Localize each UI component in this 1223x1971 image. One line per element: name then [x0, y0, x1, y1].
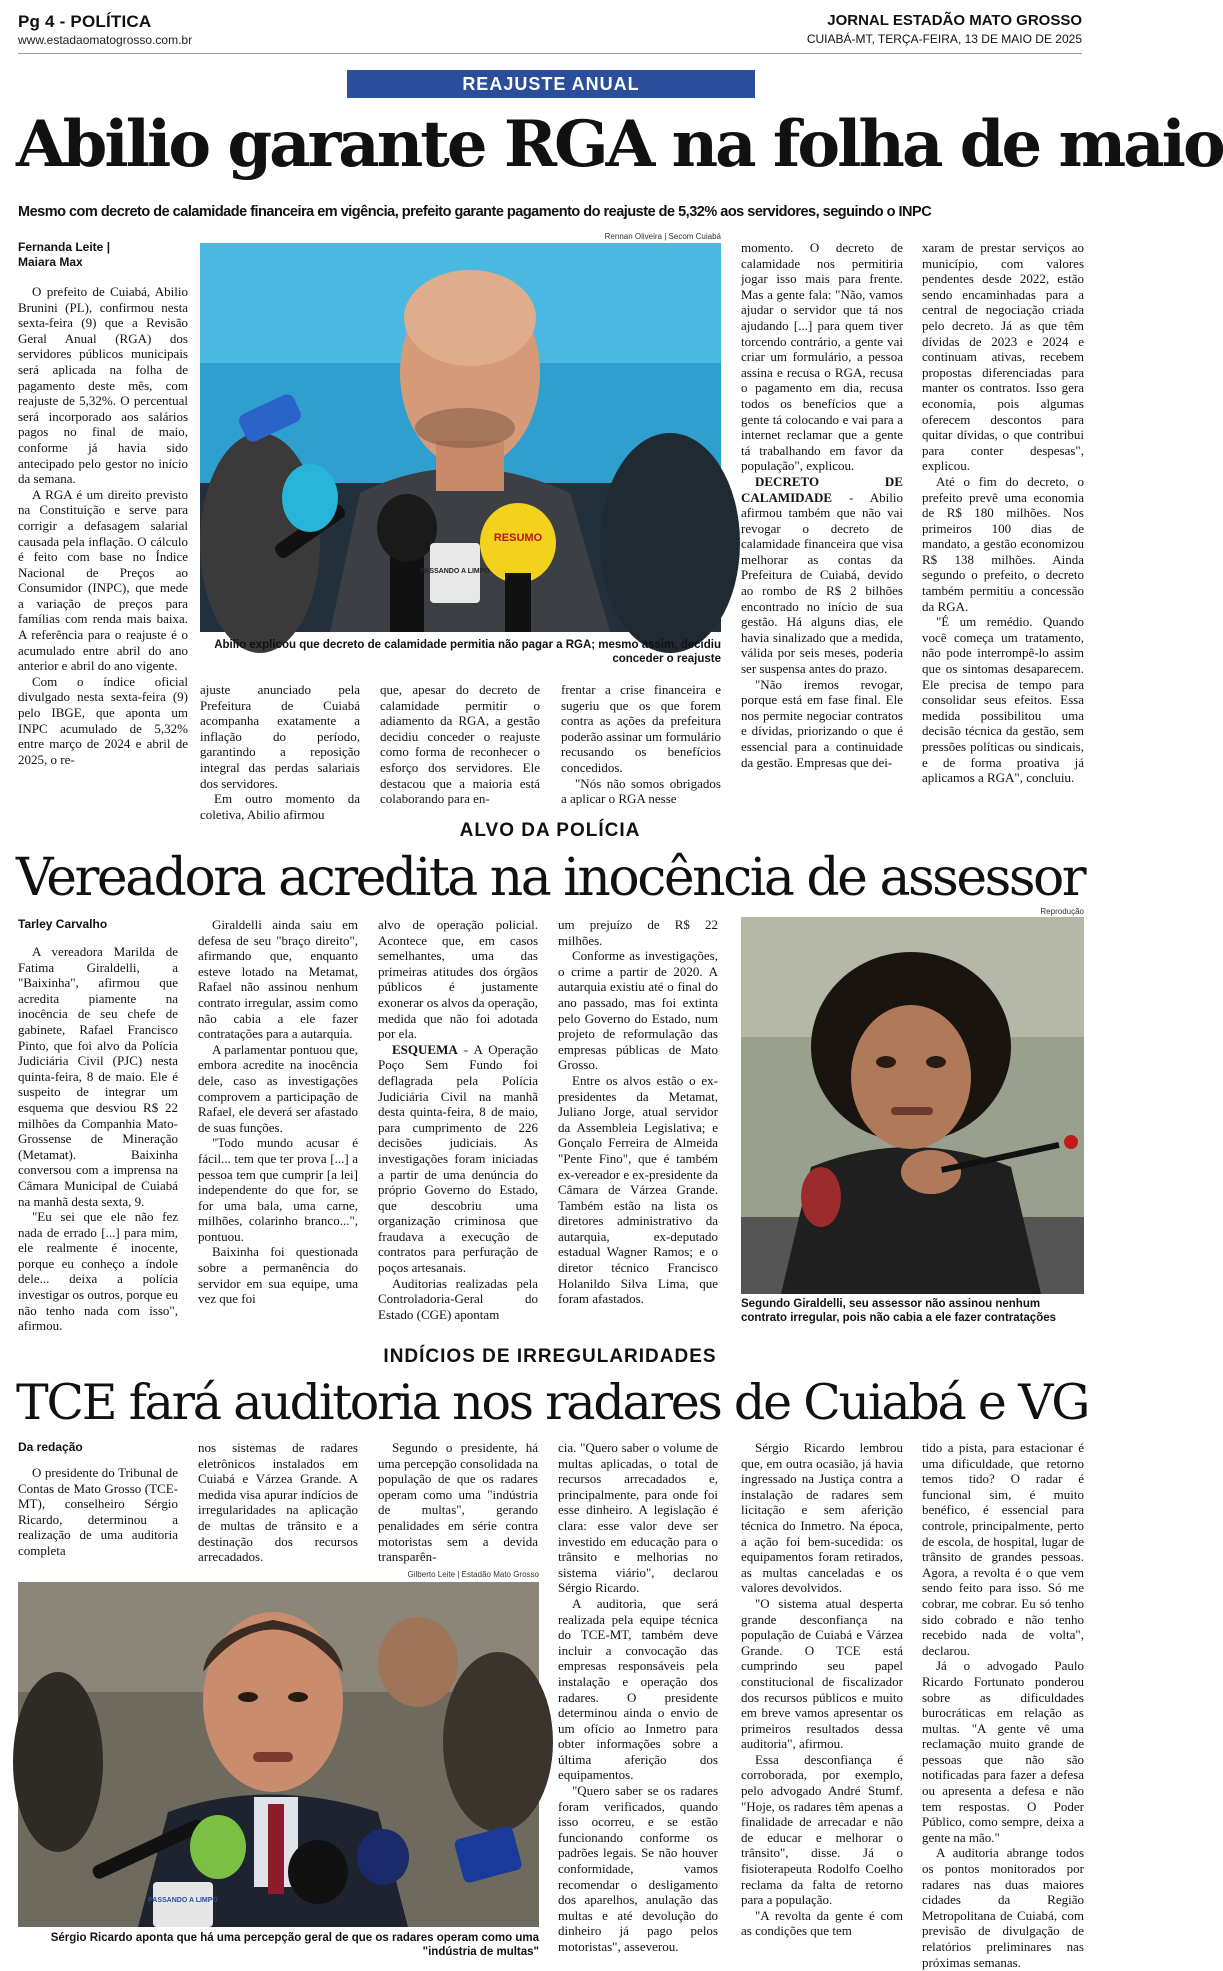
- story3-col5-p1: Sérgio Ricardo lembrou que, em outra ocasião, já havia ingressado na Justiça contra a instalação de radares sem licitação e sem aferição técnica do Inmetro. Na época, a ação foi bem-sucedida: os equipamentos foram retirados, as multas canceladas e os valores devolvidos.: [741, 1440, 903, 1596]
- story1-col4: [561, 682, 721, 807]
- page-label: Pg 4 - POLÍTICA: [18, 12, 152, 31]
- story1-col5: [741, 240, 903, 807]
- story2-photo-credit: Reprodução: [1040, 907, 1084, 916]
- story3-col3-p1: Segundo o presidente, há uma percepção consolidada na população de que os radares operam como uma "indústria de multas", gerando penalidades em série contra motoristas sem a devida transparên-: [378, 1440, 538, 1565]
- story3-col6-p1: tido a pista, para estacionar é uma dificuldade, que retorno temos tido? O radar é funcional sim, é muito benéfico, é essencial para controle, principalmente, perto de escola, de hospital, lugar de trânsito de grandes pessoas. Agora, a revolta é o que vem sendo feito para isso. Só me cobrar, me cobrar. Eu só tenho sido cobrado e não tenho recebido nada de volta", declarou.: [922, 1440, 1084, 1658]
- story1-col6-p1: xaram de prestar serviços ao município, com valores pendentes desde 2022, estão sendo encaminhadas para a central de negociação criada pelo decreto. Já as que têm dívidas de 2023 e 2024 e continuam ativas, recebem propostas diferenciadas para manter os contratos. Isso gera economia, pois algumas oferecem descontos para quitar dívidas, o que contribui para conter despesas", explicou.: [922, 240, 1084, 474]
- story1-col2-text: ajuste anunciado pela Prefeitura de Cuiabá acompanha exatamente a inflação do período, garantindo a reposição integral das perdas salariais dos servidores.: [200, 682, 360, 791]
- story1-col3: [380, 682, 540, 807]
- story3-byline: Da redação: [18, 1440, 83, 1454]
- story1-photo: [200, 243, 721, 632]
- story3-col5-p2: "O sistema atual desperta grande desconfiança na população de Cuiabá e Várzea Grande. O TCE está cumprindo seu papel constitucional de fiscalizador dos recursos públicos e muito em breve vamos apresentar os primeiros resultados dessa auditoria", afirmou.: [741, 1595, 903, 1752]
- story1-mic1-text: RESUMO: [493, 532, 543, 544]
- story2-kicker: ALVO DA POLÍCIA: [459, 820, 641, 841]
- story2-col3-lead: ESQUEMA: [392, 1041, 458, 1057]
- story2-headline: Vereadora acredita na inocência de assessor: [16, 848, 1085, 908]
- story1-col1-p1: O prefeito de Cuiabá, Abilio Brunini (PL), confirmou nesta sexta-feira (9) que a Revisão Geral Anual (RGA) dos servidores públicos municipais será aplicada na folha de pagamento deste mês, com reajuste de 5,32%. O percentual será incorporado aos salários pagos no final de maio, conforme já havia sido antecipado pelo gestor no início da semana.: [18, 284, 188, 487]
- story1-subhead: Mesmo com decreto de calamidade financeira em vigência, prefeito garante pagamento do reajuste de 5,32% aos servidores, seguindo o INPC: [18, 204, 932, 220]
- story3-photo-caption: Sérgio Ricardo aponta que há uma percepção geral de que os radares operam como uma "indústria de multas": [50, 1932, 539, 1958]
- header-rule: [18, 53, 1082, 54]
- story3-col6: [922, 1440, 1084, 1970]
- story2-col1: [18, 944, 178, 1334]
- story3-col5: [741, 1440, 903, 1960]
- story2-col1-p1: A vereadora Marilda de Fatima Giraldelli, a "Baixinha", afirmou que acredita piamente na inocência de seu chefe de gabinete, Rafael Francisco Pinto, que foi alvo da Polícia Judiciária Civil (PJC) nesta quinta-feira, 8 de maio. Ele é suspeito de integrar um esquema que desviou R$ 22 milhões da Companhia Mato-Grossense de Mineração (Metamat). Baixinha conversou com a imprensa na Câmara Municipal de Cuiabá na manhã desta sexta, 9.: [18, 944, 178, 1209]
- story1-col6: [922, 240, 1084, 807]
- story1-col5-p3: "Não iremos revogar, porque está em fase final. Ele nos permite negociar contratos e dívidas, priorizando o que é essencial para a continuidade da gestão. Empresas que dei-: [741, 676, 903, 770]
- story2-photo-caption: Segundo Giraldelli, seu assessor não assinou nenhum contrato irregular, pois não cabia a ele fazer contratações: [741, 1298, 1057, 1324]
- story3-col4-p2: A auditoria, que será realizada pela equipe técnica do TCE-MT, também deve incluir a convocação das empresas responsáveis pela instalação e operação dos radares. O presidente determinou ainda o envio de um ofício ao Inmetro para obter informações sobre a última aferição dos equipamentos.: [558, 1595, 718, 1783]
- story1-col5-p1: momento. O decreto de calamidade nos permitiria jogar isso mais para frente. Mas a gente fala: "Não, vamos ajudar o servidor que tá nos ajudando [...] para quem tiver torcendo contrário, a gente vai criar um formulário, a pessoa assina e recusa o RGA, recusa o pagamento em dia, recusa todos os benefícios que a gente tá colocando e vai para a internet reclamar que a gente tá trabalhando em favor da população", explicou.: [741, 240, 903, 474]
- story2-col2-p4: Baixinha foi questionada sobre a permanência do servidor em sua equipe, uma vez que foi: [198, 1244, 358, 1307]
- story3-col5-p3: Essa desconfiança é corroborada, por exemplo, pelo advogado André Stumf. "Hoje, os radares têm apenas a finalidade de arrecadar e não de educar e melhorar o trânsito", disse. Já o fisioterapeuta Rodolfo Coelho reclama da falta de retorno para a população.: [741, 1751, 903, 1908]
- story2-col2-p1: Giraldelli ainda saiu em defesa de seu "braço direito", afirmando que, enquanto esteve lotado na Metamat, Rafael não assinou nenhum contrato irregular, assim como não cabia a ele fazer contratações para a autarquia.: [198, 917, 358, 1042]
- story3-col4-p3: "Quero saber se os radares foram verificados, quando isso ocorreu, e se estão funcionando conforme os padrões legais. Se não houver conformidade, vamos recomendar o desligamento dos aparelhos, anulação das multas e até devolução do dinheiro já pago pelos motoristas", asseverou.: [558, 1783, 718, 1954]
- story2-col2: [198, 917, 358, 1334]
- story3-col6-p2: Já o advogado Paulo Ricardo Fortunato ponderou sobre as dificuldades burocráticas em relação as multas. "A gente vê uma reclamação muito grande de pessoas que não são notificadas para fazer a defesa ou apresenta a defesa e não tem respostas. O Poder Público, como sempre, deixa a gente na mão.": [922, 1658, 1084, 1845]
- story1-col3-text: que, apesar do decreto de calamidade permitir o adiamento da RGA, a gestão decidiu conceder o reajuste como forma de reconhecer o esforço dos servidores. Ele destacou que a maioria está colaborando para en-: [380, 682, 540, 807]
- story1-byline-1: Fernanda Leite |: [18, 240, 111, 254]
- story1-col1-p3: Com o índice oficial divulgado nesta sexta-feira (9) pelo IBGE, que aponta um INPC acumulado de 5,32% entre março de 2024 e abril de 2025, o re-: [18, 673, 188, 767]
- story1-col4-text: frentar a crise financeira e sugeriu que os que forem contra as ações da prefeitura poderão assinar um formulário recusando os benefícios concedidos.: [561, 682, 721, 775]
- story2-photo-art: [741, 917, 1084, 1294]
- story1-headline: Abilio garante RGA na folha de maio: [16, 107, 1223, 182]
- story3-col2-p1: nos sistemas de radares eletrônicos instalados em Cuiabá e Várzea Grande. A medida visa apurar indícios de irregularidades na aplicação de multas de trânsito e a destinação dos recursos arrecadados.: [198, 1440, 358, 1565]
- story1-col6-p2: Até o fim do decreto, o prefeito prevê uma economia de R$ 180 milhões. Nos primeiros 100 dias de mandato, a gestão economizou R$ 138 milhões. Ainda segundo o prefeito, o decreto também permitiu a concessão da RGA.: [922, 473, 1084, 614]
- story2-col4-p2: Conforme as investigações, o crime a partir de 2020. A autarquia existiu até o final do ano passado, mas foi extinta pelo Governo do Estado, num projeto de reformulação das empresas públicas de Mato Grosso.: [558, 948, 718, 1073]
- story2-col3: [378, 917, 538, 1334]
- story3-photo-art: [18, 1582, 539, 1927]
- story3-col1-p1: O presidente do Tribunal de Contas de Mato Grosso (TCE-MT), conselheiro Sérgio Ricardo, determinou a realização de uma auditoria completa: [18, 1465, 178, 1558]
- story1-mic2-text: PASSANDO A LIMPO: [420, 568, 490, 575]
- story3-headline: TCE fará auditoria nos radares de Cuiabá e VG: [16, 1374, 1089, 1431]
- story3-col2: [198, 1440, 358, 1575]
- story2-photo: [741, 917, 1084, 1294]
- story3-photo: [18, 1582, 539, 1927]
- story3-mic-text: PASSANDO A LIMPO: [148, 1897, 218, 1904]
- story1-photo-credit: Rennan Oliveira | Secom Cuiabá: [604, 232, 721, 241]
- story1-col2-text2: Em outro momento da coletiva, Abilio afirmou: [200, 791, 360, 822]
- story1-photo-art: [200, 243, 721, 632]
- story2-col1-p2: "Eu sei que ele não fez nada de errado [...] para mim, ele realmente é inocente, porque eu conheço a índole dele... deixa a polícia investigar os outros, porque eu não tenho nada com isso", afirmou.: [18, 1209, 178, 1334]
- story3-col5-p4: "A revolta da gente é com as condições que tem: [741, 1907, 903, 1939]
- story2-col3-p2: - A Operação Poço Sem Fundo foi deflagrada pela Polícia Judiciária Civil na manhã desta quinta-feira, 8 de maio, para cumprimento de 226 decisões judiciais. As investigações foram iniciadas a partir de uma denúncia do próprio Governo do Estado, que descobriu uma organização criminosa que fraudava a execução de contratos para perfuração de poços artesanais.: [378, 1041, 538, 1276]
- story1-byline-2: Maiara Max: [18, 255, 83, 269]
- story1-col1-p2: A RGA é um direito previsto na Constituição e serve para corrigir a defasagem salarial causada pela inflação. O cálculo é feito com base no Índice Nacional de Preços ao Consumidor (INPC), que mede a variação de preços para famílias com renda mais baixa. A referência para o reajuste é o acumulado entre abril do ano anterior e abril do ano vigente.: [18, 486, 188, 674]
- site-url[interactable]: www.estadaomatogrosso.com.br: [18, 33, 193, 47]
- story1-photo-caption: Abilio explicou que decreto de calamidade permitia não pagar a RGA; mesmo assim, decidiu conceder o reajuste: [214, 639, 721, 665]
- dateline: CUIABÁ-MT, TERÇA-FEIRA, 13 DE MAIO DE 2025: [806, 32, 1082, 46]
- story2-col4-p3: Entre os alvos estão o ex-presidentes da Metamat, Juliano Jorge, atual servidor da Assembleia Legislativa; e Gonçalo Ferreira de Almeida "Pente Fino", que é também ex-vereador e ex-presidente da Câmara de Várzea Grande. Também estão na lista os diretores administrativo da autarquia, ex-deputado estadual Wagner Ramos; e o diretor técnico Francisco Holanildo Silva Lima, que foram afastados.: [558, 1072, 718, 1307]
- story1-col5-lead: DECRETO DE CALAMIDADE: [741, 473, 903, 505]
- story3-kicker: INDÍCIOS DE IRREGULARIDADES: [383, 1346, 717, 1367]
- story1-col6-p3: "É um remédio. Quando você começa um tratamento, não pode interrompê-lo assim que os sintomas desaparecem. Ele precisa de tempo para consolidar seus efeitos. Essa medida possibilitou uma decisão técnica da gestão, sem pressões políticas ou sindicais, e de forma proativa já aplicamos a RGA", concluiu.: [922, 614, 1084, 786]
- story3-col4: [558, 1440, 718, 1960]
- story2-col2-p3: "Todo mundo acusar é fácil... tem que ter prova [...] a pessoa tem que cumprir [a lei] independente do que for, se for uma bala, uma carne, milhões, colarinho branco...", pontuou.: [198, 1135, 358, 1244]
- story1-col4-text2: "Nós não somos obrigados a aplicar o RGA nesse: [561, 775, 721, 807]
- story1-kicker: REAJUSTE ANUAL: [347, 70, 755, 98]
- story2-col2-p2: A parlamentar pontuou que, embora acredite na inocência dele, caso as investigações comprovem a participação de Rafael, ele deverá ser afastado de suas funções.: [198, 1041, 358, 1135]
- story1-col1: [18, 284, 188, 804]
- story2-col3-p1: alvo de operação policial. Acontece que, em casos semelhantes, uma das primeiras atitudes dos órgãos públicos é justamente exonerar os alvos da operação, medida que não foi adotada por ela.: [378, 917, 538, 1042]
- story2-col4-p1: um prejuízo de R$ 22 milhões.: [558, 917, 718, 948]
- story2-col4: [558, 917, 718, 1334]
- story1-col2: [200, 682, 360, 822]
- story2-byline: Tarley Carvalho: [18, 917, 108, 931]
- story3-col1: [18, 1465, 178, 1575]
- story3-col4-p1: cia. "Quero saber o volume de multas aplicadas, o total de recursos arrecadados e, principalmente, para onde foi esse dinheiro. A legislação é clara: esse valor deve ser investido em educação para o trânsito e melhorias no sistema viário", declarou Sérgio Ricardo.: [558, 1440, 718, 1596]
- story3-col6-p3: A auditoria abrange todos os pontos monitorados por radares nas duas maiores cidades da Região Metropolitana de Cuiabá, com previsão de divulgação de relatórios preliminares nas próximas semanas.: [922, 1845, 1084, 1970]
- story3-photo-credit: Gilberto Leite | Estadão Mato Grosso: [407, 1570, 539, 1579]
- story2-col3-p3: Auditorias realizadas pela Controladoria-Geral do Estado (CGE) apontam: [378, 1275, 538, 1322]
- story1-col5-p2: - Abilio afirmou também que não vai revogar o decreto de calamidade financeira que visa melhorar as contas da Prefeitura de Cuiabá, devido ao rombo de R$ 2 bilhões encontrado no início de sua gestão. Há alguns dias, ele havia sinalizado que a medida, válida por seis meses, poderia ser suspensa antes do prazo.: [741, 489, 903, 677]
- story3-col3: [378, 1440, 538, 1575]
- story1-byline: [18, 240, 188, 270]
- journal-name: JORNAL ESTADÃO MATO GROSSO: [827, 12, 1082, 29]
